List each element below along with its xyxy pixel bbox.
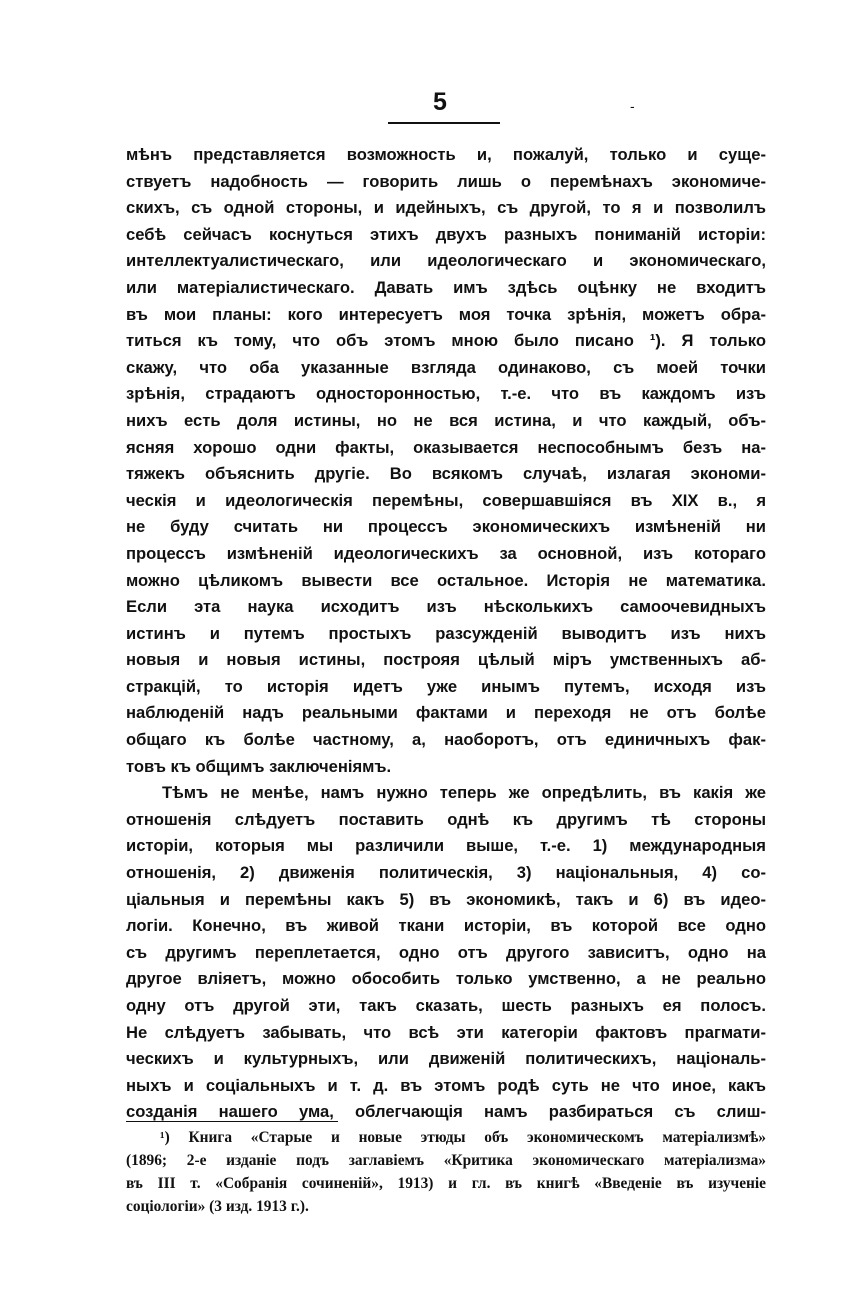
text-line: исторіи, которыя мы различили выше, т.-е. 1) международныя [126,836,766,856]
text-line: одну отъ другой эти, такъ сказать, шесть разныхъ ея полосъ. [126,996,766,1015]
page-number: 5 [433,88,447,116]
text-line: ческія и идеологическія перемѣны, совершавшіяся въ XIX в., я [126,490,766,510]
text-line: общаго къ болѣе частному, а, наоборотъ, отъ единичныхъ фак- [126,730,766,750]
text-line: интеллектуалистическаго, или идеологическаго и экономическаго, [126,251,766,271]
text-line: скажу, что оба указанные взгляда одинаково, съ моей точки [126,357,766,377]
text-line: съ другимъ переплетается, одно отъ другого зависитъ, одно на [126,942,766,962]
text-line: созданія нашего ума, облегчающія намъ разбираться съ слиш- [126,1102,766,1122]
text-line: или матеріалистическаго. Давать имъ здѣсь оцѣнку не входитъ [126,277,766,297]
stray-mark: - [630,98,635,114]
text-line: логіи. Конечно, въ живой ткани исторіи, въ которой все одно [126,916,766,936]
footnote-rule [126,1121,338,1122]
text-line: отношенія, 2) движенія политическія, 3) національныя, 4) со- [126,863,766,883]
footnote-line: (1896; 2-е изданіе подъ заглавіемъ «Критика экономическаго матеріализма» [126,1152,766,1169]
page-number-rule [388,122,500,124]
text-line: ныхъ и соціальныхъ и т. д. въ этомъ родѣ суть не что иное, какъ [126,1075,766,1095]
text-line: ческихъ и культурныхъ, или движеній политическихъ, національ- [126,1049,766,1069]
text-line: товъ къ общимъ заключеніямъ. [126,756,392,776]
text-line: въ мои планы: кого интересуетъ моя точка зрѣнія, можетъ обра- [126,304,766,324]
text-line: наблюденій надъ реальными фактами и переходя не отъ болѣе [126,703,766,723]
text-line: ствуетъ надобность — говорить лишь о перемѣнахъ экономиче- [126,171,766,191]
text-line: себѣ сейчасъ коснуться этихъ двухъ разныхъ пониманій исторіи: [126,224,766,244]
footnote [126,1126,766,1218]
text-line: ціальныя и перемѣны какъ 5) въ экономикѣ, такъ и 6) въ идео- [126,889,766,909]
text-line: Тѣмъ не менѣе, намъ нужно теперь же опредѣлить, въ какія же [162,783,766,803]
text-line: нихъ есть доля истины, но не вся истина, и что каждый, объ- [126,410,766,430]
main-text [126,142,766,1126]
text-line: скихъ, съ одной стороны, и идейныхъ, съ другой, то я и позволилъ [126,198,766,218]
footnote-line: въ III т. «Собранія сочиненій», 1913) и гл. въ книгѣ «Введеніе въ изученіе [126,1175,766,1192]
footnote-line: соціологіи» (3 изд. 1913 г.). [126,1198,309,1215]
text-line: можно цѣликомъ вывести все остальное. Исторія не математика. [126,570,766,590]
text-line: отношенія слѣдуетъ поставить однѣ къ другимъ тѣ стороны [126,809,766,829]
text-line: стракцій, то исторія идетъ уже инымъ путемъ, исходя изъ [126,676,766,696]
footnote-line: ¹) Книга «Старые и новые этюды объ экономическомъ матеріализмѣ» [160,1129,766,1146]
text-line: ясняя хорошо одни факты, оказывается неспособнымъ безъ на- [126,437,766,457]
text-line: процессъ измѣненій идеологическихъ за основной, изъ котораго [126,543,766,563]
text-line: другое вліяетъ, можно обособить только умственно, а не реально [126,969,766,989]
text-line: не буду считать ни процессъ экономическихъ измѣненій ни [126,517,766,537]
text-line: мѣнъ представляется возможность и, пожалуй, только и суще- [126,145,766,164]
text-line: зрѣнія, страдаютъ односторонностью, т.-е. что въ каждомъ изъ [126,384,766,404]
text-line: Если эта наука исходитъ изъ нѣсколькихъ самоочевидныхъ [126,597,766,617]
text-line: титься къ тому, что объ этомъ мною было писано ¹). Я только [126,331,766,351]
text-line: истинъ и путемъ простыхъ разсужденій выводитъ изъ нихъ [126,623,766,643]
text-line: новыя и новыя истины, построяя цѣлый міръ умственныхъ аб- [126,650,766,670]
text-line: тяжекъ объяснить другіе. Во всякомъ случаѣ, излагая экономи- [126,464,766,484]
text-line: Не слѣдуетъ забывать, что всѣ эти категоріи фактовъ прагмати- [126,1022,766,1042]
